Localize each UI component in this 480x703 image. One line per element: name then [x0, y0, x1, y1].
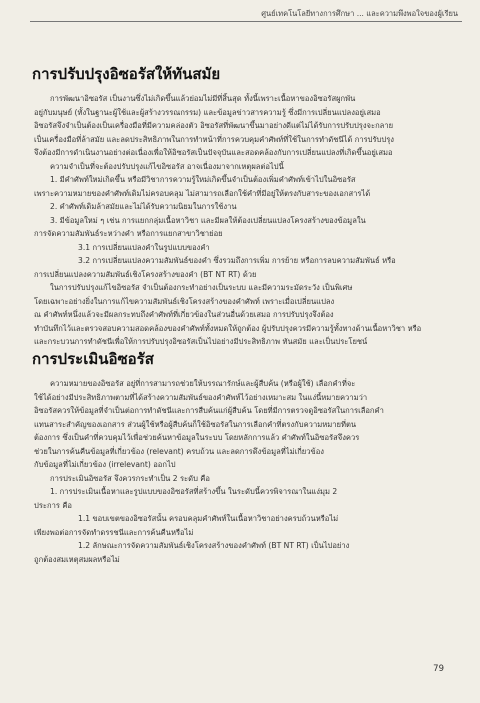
paragraph-line: ต้องการ ซึ่งเป็นคำที่ควบคุมไว้เพื่อช่วยค้นหาข้อมูลในระบบ โดยหลักการแล้ว คำศัพท์ในอิซอรัสจึงควร — [34, 433, 360, 442]
paragraph-line: เป็นเครื่องมือที่ล้าสมัย และลดประสิทธิภาพในการทำหน้าที่การควบคุมคำศัพท์ที่ใช้ในการทำดัชนีได้ การปรับปรุง — [34, 134, 394, 144]
header-divider — [30, 21, 462, 22]
paragraph-line: เพียงพอต่อการจัดทำดรรชนีและการค้นคืนหรือไม่ — [34, 527, 194, 537]
list-item: 1. มีคำศัพท์ใหม่เกิดขึ้น หรือมีวิชาการความรู้ใหม่เกิดขึ้นจำเป็นต้องเพิ่มคำศัพท์เข้าไปในอิซอรัส — [50, 175, 356, 184]
paragraph-line: อิซอรัสจึงจำเป็นต้องเป็นเครื่องมือที่มีความคล่องตัว อิซอรัสที่พัฒนาขึ้นมาอย่างดีแต่ไม่ได้รับการปรับปรุงจะกลาย — [34, 121, 394, 130]
section-thesaurus-update — [34, 64, 448, 349]
paragraph-line: การเปลี่ยนแปลงความสัมพันธ์เชิงโครงสร้างของคำ (BT NT RT) ด้วย — [34, 269, 257, 279]
paragraph-line: และกระบวนการทำดัชนีเพื่อให้การปรับปรุงอิซอรัสเป็นไปอย่างมีประสิทธิภาพ ทันสมัย และเป็นประโยชน์ — [34, 337, 368, 346]
list-item: 1. การประเมินเนื้อหาและรูปแบบของอิซอรัสที่สร้างขึ้น ในระดับนี้ควรพิจารณาในแง่มุม 2 — [50, 487, 338, 496]
running-header: ศูนย์เทคโนโลยีทางการศึกษา ... และความพึงพอใจของผู้เรียน — [261, 9, 458, 18]
paragraph-line: การประเมินอิซอรัส จึงควรกระทำเป็น 2 ระดับ คือ — [50, 473, 210, 483]
paragraph-line: แทนสาระสำคัญของเอกสาร ส่วนผู้ใช้หรือผู้สืบค้นก็ใช้อิซอรัสในการเลือกคำที่ตรงกับความหมายที่ตน — [34, 419, 357, 429]
page-number: 79 — [433, 664, 444, 674]
paragraph-line: การจัดความสัมพันธ์ระหว่างคำ หรือการแยกสาขาวิชาย่อย — [34, 229, 223, 238]
paragraph-line: อิซอรัสควรให้ข้อมูลที่จำเป็นต่อการทำดัชนีและการสืบค้นแก่ผู้สืบค้น โดยที่มีการตรวจดูอิซอรัสในการเลือกคำ — [34, 406, 384, 415]
section-heading-update: การปรับปรุงอิซอรัสให้ทันสมัย — [32, 65, 221, 83]
paragraph-line: ในการปรับปรุงแก้ไขอิซอรัส จำเป็นต้องกระทำอย่างเป็นระบบ และมีความระมัดระวัง เป็นพิเศษ — [50, 283, 353, 292]
list-item: 2. คำศัพท์เดิมล้าสมัยและไม่ได้รับความนิยมในการใช้งาน — [50, 202, 237, 211]
paragraph-line: ความหมายของอิซอรัส อยู่ที่การสามารถช่วยให้บรรณารักษ์และผู้สืบค้น (หรือผู้ใช้) เลือกคำที่จะ — [50, 379, 356, 388]
paragraph-line: ณ คำศัพท์หนึ่งแล้วจะมีผลกระทบถึงคำศัพท์ที่เกี่ยวข้องในส่วนอื่นด้วยเสมอ การปรับปรุงจึงต้อง — [34, 310, 334, 319]
paragraph-line: จึงต้องมีการดำเนินงานอย่างต่อเนื่องเพื่อให้อิซอรัสเป็นปัจจุบันและสอดคล้องกับการเปลี่ยนแปลงที่เกิดขึ้นอยู่เสมอ — [34, 148, 393, 157]
paragraph-line: ประการ คือ — [34, 500, 72, 510]
sub-list-item: 1.1 ขอบเขตของอิซอรัสนั้น ครอบคลุมคำศัพท์ในเนื้อหาวิชาอย่างครบถ้วนหรือไม่ — [78, 514, 339, 523]
paragraph-line: ทำบันทึกไว้และตรวจสอบความสอดคล้องของคำศัพท์ทั้งหมดให้ถูกต้อง ผู้ปรับปรุงควรมีความรู้ทั้งทางด้านเนื้อหาวิชา หรือ — [34, 323, 422, 333]
paragraph-line: การพัฒนาอิซอรัส เป็นงานซึ่งไม่เกิดขึ้นแล้วย่อมไม่มีที่สิ้นสุด ทั้งนี้เพราะเนื้อหาของอิซอรัสผูกพัน — [50, 94, 356, 103]
sub-list-item: 3.1 การเปลี่ยนแปลงคำในรูปแบบของคำ — [78, 242, 210, 252]
sub-list-item: 3.2 การเปลี่ยนแปลงความสัมพันธ์ของคำ ซึ่งรวมถึงการเพิ่ม การย้าย หรือการลบความสัมพันธ์ หรือ — [78, 256, 396, 265]
paragraph-line: ช่วยในการค้นคืนข้อมูลที่เกี่ยวข้อง (relevant) ครบถ้วน และลดการดึงข้อมูลที่ไม่เกี่ยวข้อง — [34, 446, 324, 456]
paragraph-line: ถูกต้องสมเหตุสมผลหรือไม่ — [34, 554, 120, 564]
paragraph-line: โดยเฉพาะอย่างยิ่งในการแก้ไขความสัมพันธ์เชิงโครงสร้างของคำศัพท์ เพราะเมื่อเปลี่ยนแปลง — [34, 296, 335, 306]
paragraph-line: เพราะความหมายของคำศัพท์เดิมไม่ครอบคลุม ไม่สามารถเลือกใช้คำที่มีอยู่ให้ตรงกับสาระของเอกสารได้ — [34, 188, 371, 198]
sub-list-item: 1.2 ลักษณะการจัดความสัมพันธ์เชิงโครงสร้างของคำศัพท์ (BT NT RT) เป็นไปอย่าง — [78, 541, 350, 550]
paragraph-line: ความจำเป็นที่จะต้องปรับปรุงแก้ไขอิซอรัส อาจเนื่องมาจากเหตุผลต่อไปนี้ — [50, 161, 284, 171]
section-thesaurus-evaluation — [34, 349, 448, 566]
list-item: 3. มีข้อมูลใหม่ ๆ เช่น การแยกกลุ่มเนื้อหาวิชา และมีผลให้ต้องเปลี่ยนแปลงโครงสร้างของข้อมูลใน — [50, 215, 366, 225]
paragraph-line: ใช้ได้อย่างมีประสิทธิภาพตามที่ได้สร้างความสัมพันธ์ของคำศัพท์ไว้อย่างเหมาะสม ในแง่นี้หมายความว่า — [34, 392, 368, 402]
paragraph-line: กับข้อมูลที่ไม่เกี่ยวข้อง (irrelevant) ออกไป — [34, 460, 176, 469]
section-heading-evaluation: การประเมินอิซอรัส — [32, 350, 154, 368]
paragraph-line: อยู่กับมนุษย์ (ทั้งในฐานะผู้ใช้และผู้สร้างวรรณกรรม) และข้อมูลข่าวสารความรู้ ซึ่งมีการเปลี่ยนแปลงอยู่เสมอ — [34, 107, 381, 117]
